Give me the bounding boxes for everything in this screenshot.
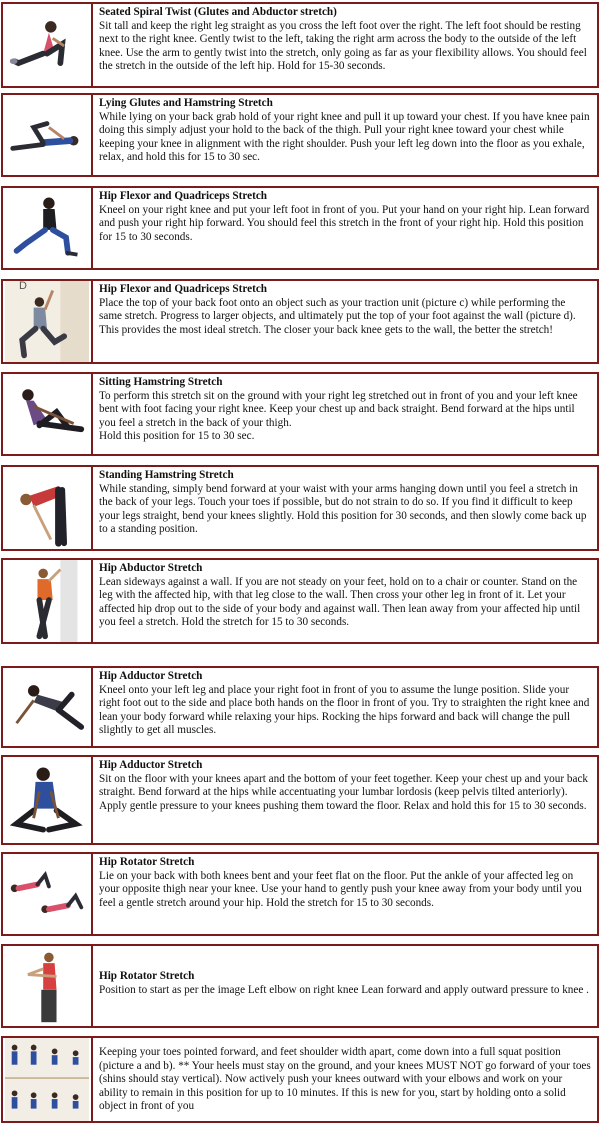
- exercise-description: Keeping your toes pointed forward, and feet shoulder width apart, come down into a full squat position (picture a and b). ** Your heels must stay on the ground, and your knees MUST NOT go forward of your toes (shins should stay vertical). Now actively push your knees outward with your elbows and work on your ability to remain in this position for up to 10 minutes. If this is new for you, start by holding onto a solid object in front of you: [99, 1046, 591, 1113]
- exercise-photo: [3, 560, 93, 642]
- exercise-description: Position to start as per the image Left elbow on right knee Lean forward and apply outward pressure to knee .: [99, 983, 589, 996]
- exercise-card: [1, 666, 599, 748]
- exercise-photo: [3, 854, 93, 934]
- exercise-title: Hip Rotator Stretch: [99, 856, 195, 868]
- exercise-card: [1, 465, 599, 551]
- exercise-card: [1, 944, 599, 1028]
- exercise-description: Place the top of your back foot onto an object such as your traction unit (picture c) while performing the same stretch. Progress to larger objects, and ultimately put the top of your foot against the wall (picture d). This provides the most ideal stretch. The closer your back knee gets to the wall, the better the stretch!: [99, 296, 576, 336]
- exercise-title: Hip Flexor and Quadriceps Stretch: [99, 190, 268, 202]
- exercise-photo: [3, 374, 93, 454]
- exercise-title: Standing Hamstring Stretch: [99, 469, 234, 481]
- picture-label: D: [19, 280, 27, 292]
- exercise-description: Sit tall and keep the right leg straight as you cross the left foot over the right. The left foot should be resting next to the right knee. Gently twist to the left, taking the right arm across the body to the outside of the left knee. Use the arm to gently twist into the stretch, only going as far as your flexibility allows. You should feel the stretch in the outside of the left hip. Hold for 15-30 seconds.: [99, 19, 587, 73]
- exercise-card: [1, 1036, 599, 1123]
- exercise-description: Lean sideways against a wall. If you are not steady on your feet, hold on to a chair or counter. Stand on the leg with the affected hip, with that leg close to the wall. Then cross your other leg in front of it. Let your affected hip drop out to the side of your body and against wall. Then lean away from your affected hip until you feel a stretch. Hold the stretch for 15 to 30 seconds.: [99, 575, 581, 629]
- exercise-description: Kneel onto your left leg and place your right foot in front of you to assume the lunge position. Slide your right foot out to the side and place both hands on the floor in front of you. Try to straighten the right knee and lean your body forward while relaxing your hips. Rocking the hips forward and back will change the pull slightly to get all muscles.: [99, 683, 590, 737]
- exercise-title: Sitting Hamstring Stretch: [99, 376, 223, 388]
- exercise-photo: [3, 281, 93, 362]
- exercise-description: To perform this stretch sit on the ground with your right leg stretched out in front of you and your left knee bent with foot facing your right knee. Keep your chest up and back straight. Bend forward at the hips until you feel a stretch in the back of your thigh. Hold this position for 15 to 30 sec.: [99, 389, 578, 443]
- exercise-title: Hip Adductor Stretch: [99, 670, 203, 682]
- exercise-card: [1, 93, 599, 177]
- exercise-title: Hip Flexor and Quadriceps Stretch: [99, 283, 268, 295]
- exercise-title: Seated Spiral Twist (Glutes and Abductor stretch): [99, 6, 337, 18]
- exercise-card: [1, 372, 599, 456]
- exercise-title: Lying Glutes and Hamstring Stretch: [99, 97, 273, 109]
- exercise-card: [1, 558, 599, 644]
- exercise-description: Sit on the floor with your knees apart and the bottom of your feet together. Keep your chest up and your back straight. Bend forward at the hips while accentuating your lumbar lordosis (keep pelvis tilted anteriorly). Apply gentle pressure to your knees pushing them toward the floor. Relax and hold this for 15 to 30 seconds.: [99, 772, 589, 812]
- exercise-description: While lying on your back grab hold of your right knee and pull it up toward your chest. If you have knee pain doing this simply adjust your hold to the back of the thigh. Pull your right knee toward your chest while keeping your knee in alignment with the right shoulder. Push your left leg down into the floor as you exhale, relax, and hold this for 15 to 30 sec.: [99, 110, 590, 164]
- exercise-title: Hip Abductor Stretch: [99, 562, 203, 574]
- exercise-photo: [3, 668, 93, 746]
- exercise-description: While standing, simply bend forward at your waist with your arms hanging down until you feel a stretch in the back of your legs. Touch your toes if possible, but do not strain to do so. If you find it difficult to keep your legs straight, bend your knees slightly. Hold this position for 30 seconds, and then slowly come back up to a standing position.: [99, 482, 587, 536]
- exercise-title: Hip Adductor Stretch: [99, 759, 203, 771]
- exercise-card: [1, 852, 599, 936]
- exercise-photo: [3, 188, 93, 268]
- exercise-card: [1, 2, 599, 88]
- exercise-photo: [3, 467, 93, 549]
- exercise-card: [1, 279, 599, 364]
- exercise-photo: [3, 4, 93, 86]
- exercise-card: [1, 755, 599, 845]
- exercise-title: Hip Rotator Stretch: [99, 970, 195, 982]
- exercise-description: Kneel on your right knee and put your left foot in front of you. Put your hand on your right hip. Lean forward and push your right hip forward. You should feel this stretch in the front of your right hip. Hold this position for 15 to 30 seconds.: [99, 203, 590, 243]
- exercise-photo: [3, 1038, 93, 1121]
- exercise-photo: [3, 946, 93, 1026]
- exercise-photo: [3, 95, 93, 175]
- exercise-description: Lie on your back with both knees bent and your feet flat on the floor. Put the ankle of your affected leg on your opposite thigh near your knee. Use your hand to gently push your knee away from your body until you feel a gentle stretch around your hip. Hold the stretch for 15 to 30 seconds.: [99, 869, 582, 909]
- exercise-photo: [3, 757, 93, 843]
- exercise-card: [1, 186, 599, 270]
